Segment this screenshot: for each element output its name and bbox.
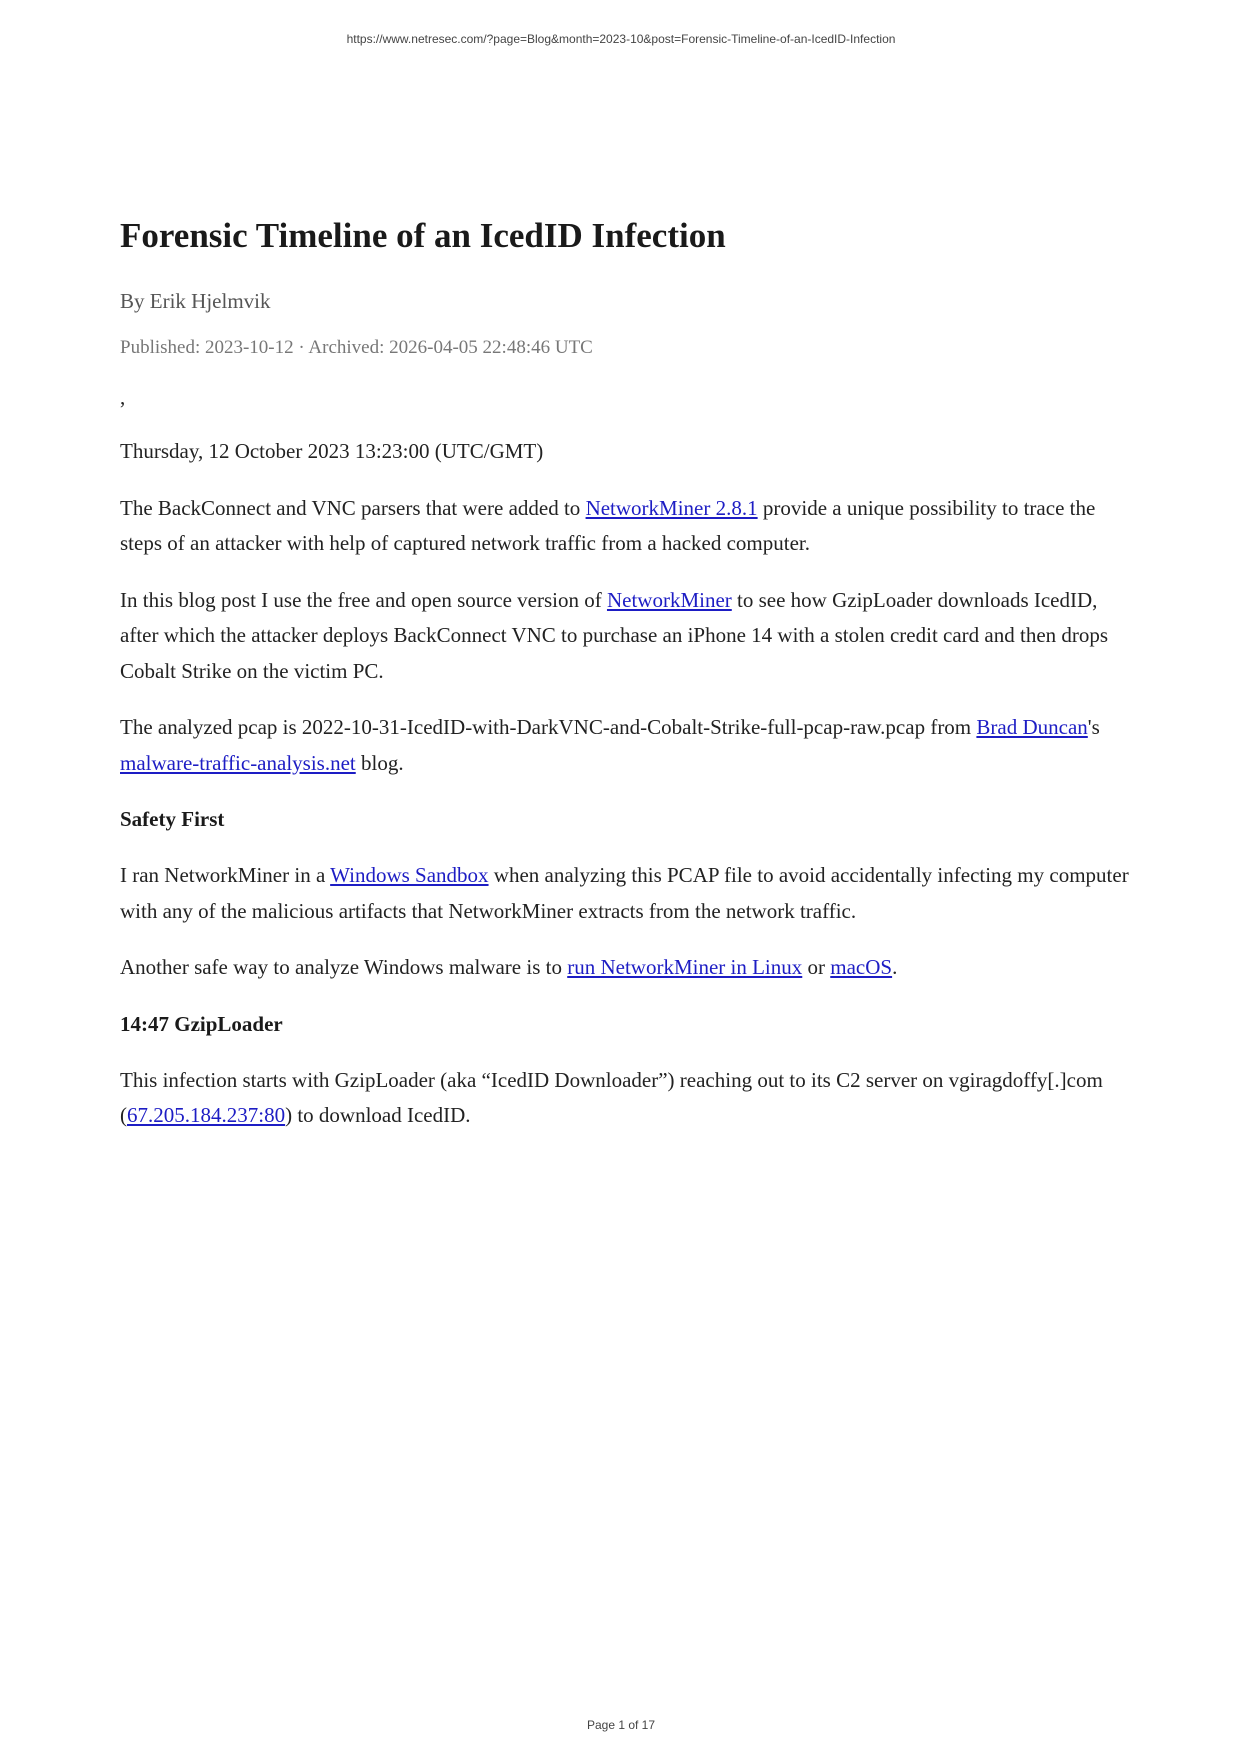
text: ) to download IcedID. — [285, 1103, 471, 1127]
link-networkminer-2-8-1[interactable]: NetworkMiner 2.8.1 — [585, 495, 758, 520]
paragraph-blog-overview — [120, 583, 1130, 690]
paragraph-windows-sandbox — [120, 858, 1130, 929]
stray-comma: , — [120, 385, 126, 409]
paragraph-safe-analysis — [120, 950, 1130, 986]
paragraph-analyzed-pcap — [120, 710, 1130, 781]
link-brad-duncan[interactable]: Brad Duncan — [976, 715, 1088, 739]
text: Another safe way to analyze Windows malware is to — [120, 955, 568, 979]
link-macos[interactable]: macOS — [830, 955, 893, 979]
article-byline: By Erik Hjelmvik — [120, 289, 271, 313]
text: or — [802, 955, 831, 979]
text: 's — [1087, 715, 1100, 739]
text: blog. — [355, 750, 404, 775]
link-networkminer-linux[interactable]: run NetworkMiner in Linux — [567, 955, 803, 979]
text: The BackConnect and VNC parsers that were added to — [120, 495, 586, 520]
text: I ran NetworkMiner in a — [120, 863, 331, 887]
article-meta: Published: 2023-10-12 · Archived: 2026-04-05 22:48:46 UTC — [120, 337, 593, 358]
page-url-header: https://www.netresec.com/?page=Blog&month=2023-10&post=Forensic-Timeline-of-an-IcedID-Infection — [346, 32, 896, 46]
article-title: Forensic Timeline of an IcedID Infection — [120, 216, 726, 255]
paragraph-infection-start — [120, 1063, 1130, 1134]
text: The analyzed pcap is 2022-10-31-IcedID-with-DarkVNC-and-Cobalt-Strike-full-pcap-raw.pcap from — [120, 715, 977, 739]
link-networkminer[interactable]: NetworkMiner — [606, 587, 732, 612]
heading-safety-first: Safety First — [120, 807, 225, 831]
text: provide a unique possibility to trace the steps of an attacker with help of captured network traffic from a hacked computer. — [120, 495, 1096, 555]
article-content — [120, 212, 1130, 1134]
link-windows-sandbox[interactable]: Windows Sandbox — [330, 863, 489, 887]
text: . — [892, 955, 898, 979]
heading-gziploader: 14:47 GzipLoader — [120, 1011, 283, 1036]
text: In this blog post I use the free and open source version of — [120, 587, 607, 612]
text: to see how GzipLoader downloads IcedID, after which the attacker deploys BackConnect VNC to purchase an iPhone 14 with a stolen credit card and then drops Cobalt Strike on the victim PC. — [120, 587, 1109, 683]
text: This infection starts with GzipLoader (aka “IcedID Downloader”) reaching out to its C2 server on vgiragdoffy[.]com ( — [120, 1067, 1103, 1127]
link-c2-ip-address[interactable]: 67.205.184.237:80 — [127, 1103, 286, 1127]
page-number-footer: Page 1 of 17 — [586, 1718, 656, 1732]
link-malware-traffic-analysis[interactable]: malware-traffic-analysis.net — [120, 750, 356, 775]
article-dateline: Thursday, 12 October 2023 13:23:00 (UTC/GMT) — [120, 439, 544, 463]
text: when analyzing this PCAP file to avoid accidentally infecting my computer with any of the malicious artifacts that NetworkMiner extracts from the network traffic. — [120, 863, 1129, 923]
paragraph-networkminer-release — [120, 491, 1130, 562]
